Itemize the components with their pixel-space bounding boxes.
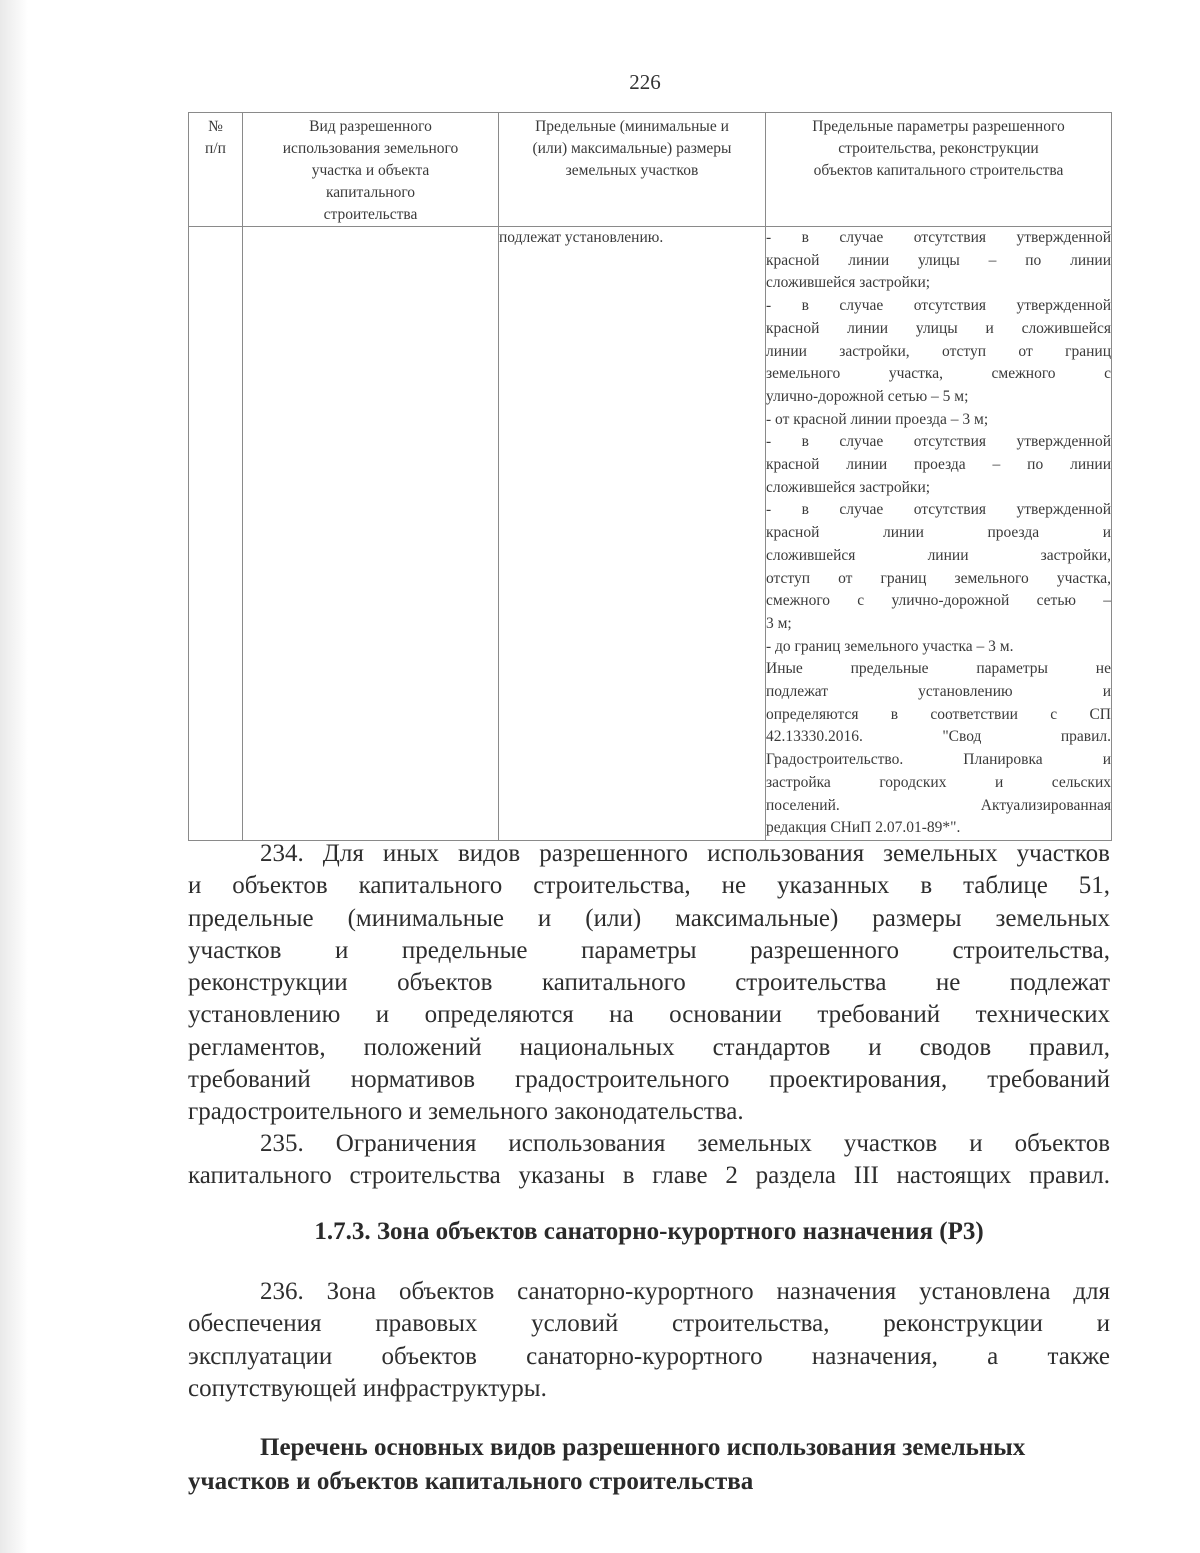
param-line: отступ от границ земельного участка,: [766, 569, 1111, 587]
text-line: реконструкции объектов капитального строительства не подлежат: [188, 969, 1110, 997]
header-plot-sizes: [499, 113, 766, 227]
param-line: - в случае отсутствия утвержденной: [766, 229, 1111, 246]
parameters-table: [188, 112, 1112, 841]
header-line: строительства: [323, 206, 418, 223]
param-line: линии застройки, отступ от границ: [766, 342, 1111, 360]
header-line: участка и объекта: [311, 162, 430, 179]
param-line: подлежат установлению и: [766, 683, 1111, 701]
paragraph-236: [188, 1276, 1110, 1405]
text-line: участков и предельные параметры разрешенного строительства,: [188, 936, 1110, 964]
section-heading: 1.7.3. Зона объектов санаторно-курортного назначения (Р3): [314, 1218, 984, 1245]
text-line: 236. Зона объектов санаторно-курортного назначения установлена для: [260, 1278, 1110, 1305]
header-line: Предельные параметры разрешенного: [812, 118, 1065, 135]
header-line: (или) максимальные) размеры: [532, 140, 732, 157]
text-line: предельные (минимальные и (или) максимальные) размеры земельных: [188, 904, 1110, 932]
param-line: красной линии проезда и: [766, 524, 1111, 542]
param-line: сложившейся застройки;: [766, 478, 931, 496]
header-line: Предельные (минимальные и: [535, 118, 729, 135]
param-line: красной линии проезда – по линии: [766, 456, 1111, 474]
cell-number: [189, 227, 243, 841]
text-line: капитального строительства указаны в главе 2 раздела III настоящих правил.: [188, 1162, 1110, 1190]
text-line: 235. Ограничения использования земельных участков и объектов: [260, 1130, 1110, 1157]
cell-use-type: [243, 227, 499, 841]
header-line: земельных участков: [565, 162, 699, 179]
text-line: 234. Для иных видов разрешенного использования земельных участков: [260, 840, 1110, 867]
param-line: - в случае отсутствия утвержденной: [766, 501, 1111, 519]
param-line: красной линии улицы и сложившейся: [766, 319, 1111, 337]
param-line: - в случае отсутствия утвержденной: [766, 297, 1111, 315]
param-line: - от красной линии проезда – 3 м;: [766, 410, 989, 428]
text-line: обеспечения правовых условий строительства, реконструкции и: [188, 1310, 1110, 1338]
list-heading: [188, 1431, 1110, 1499]
param-line: поселений. Актуализированная: [766, 796, 1111, 814]
param-line: красной линии улицы – по линии: [766, 251, 1111, 269]
text-line: участков и объектов капитального строительства: [188, 1468, 754, 1495]
param-line: смежного с улично-дорожной сетью –: [766, 592, 1111, 610]
table-header-row: [189, 113, 1112, 227]
param-line: Градостроительство. Планировка и: [766, 751, 1111, 769]
text-line: Перечень основных видов разрешенного использования земельных: [260, 1434, 1026, 1461]
param-line: - до границ земельного участка – 3 м.: [766, 637, 1014, 655]
param-line: определяются в соответствии с СП: [766, 705, 1111, 723]
cell-plot-sizes: подлежат установлению.: [499, 227, 766, 841]
text-line: регламентов, положений национальных стандартов и сводов правил,: [188, 1033, 1110, 1061]
param-line: Иные предельные параметры не: [766, 660, 1111, 678]
header-line: капитального: [325, 184, 416, 201]
text-line: градостроительного и земельного законодательства.: [188, 1098, 744, 1126]
header-line: объектов капитального строительства: [813, 162, 1064, 179]
header-line: использования земельного: [282, 140, 459, 157]
paragraph-235: [188, 1128, 1110, 1193]
param-line: 42.13330.2016. "Свод правил.: [766, 728, 1111, 746]
cell-construction-params: [766, 227, 1112, 841]
param-line: застройка городских и сельских: [766, 773, 1111, 791]
header-line: Вид разрешенного: [309, 118, 432, 135]
table-row: [189, 227, 1112, 841]
text-line: и объектов капитального строительства, не указанных в таблице 51,: [188, 872, 1110, 900]
param-line: редакция СНиП 2.07.01-89*".: [766, 819, 961, 837]
param-line: сложившейся линии застройки,: [766, 546, 1111, 564]
header-line: №: [208, 118, 223, 135]
param-line: сложившейся застройки;: [766, 274, 931, 292]
text-line: установлению и определяются на основании требований технических: [188, 1001, 1110, 1029]
header-line: строительства, реконструкции: [838, 140, 1039, 157]
param-line: 3 м;: [766, 614, 792, 632]
header-use-type: [243, 113, 499, 227]
param-line: - в случае отсутствия утвержденной: [766, 433, 1111, 451]
text-line: сопутствующей инфраструктуры.: [188, 1374, 547, 1402]
header-line: п/п: [205, 140, 226, 157]
param-line: улично-дорожной сетью – 5 м;: [766, 387, 969, 405]
paragraph-234: [188, 838, 1110, 1129]
page-number: 226: [629, 70, 661, 94]
text-line: требований нормативов градостроительного проектирования, требований: [188, 1066, 1110, 1094]
text-line: эксплуатации объектов санаторно-курортного назначения, а также: [188, 1342, 1110, 1370]
param-line: земельного участка, смежного с: [766, 365, 1111, 383]
scan-edge-shadow: [0, 0, 28, 1553]
header-number: [189, 113, 243, 227]
header-construction-params: [766, 113, 1112, 227]
